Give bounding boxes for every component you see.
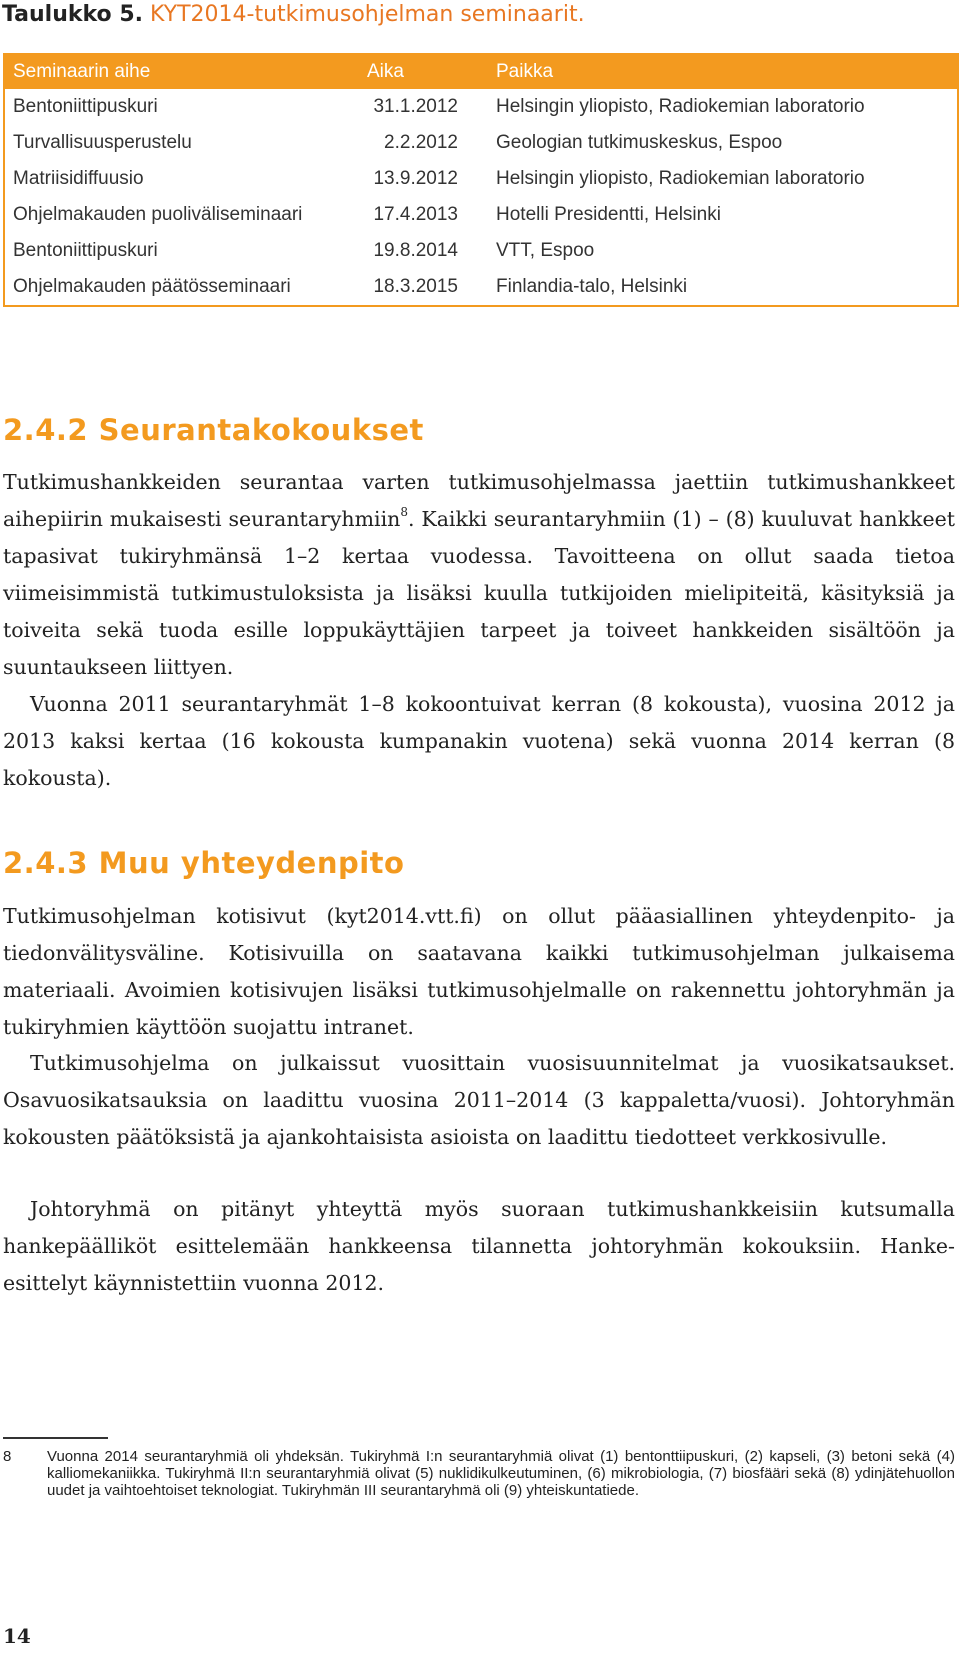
cell-topic: Ohjelmakauden päätösseminaari [13, 276, 291, 297]
footnote-number: 8 [3, 1448, 12, 1465]
paragraph-text: . Kaikki seurantaryhmiin (1) – (8) kuuluvat hankkeet tapasivat tukiryhmänsä 1–2 kertaa vuodessa. Tavoitteena on ollut saada tietoa viimeisimmistä tutkimustuloksista ja lisäksi kuulla tutkijoiden mielipiteitä, käsityksiä ja toiveita sekä tuoda esille loppukäyttäjien tarpeet ja toiveet hankkeiden sisältöön ja suuntaukseen liittyen. [3, 507, 955, 679]
cell-topic: Bentoniittipuskuri [13, 96, 158, 117]
cell-topic: Matriisidiffuusio [13, 168, 144, 189]
column-header-topic: Seminaarin aihe [4, 54, 349, 89]
cell-place: Hotelli Presidentti, Helsinki [496, 204, 721, 225]
table-row [4, 125, 958, 161]
cell-date: 19.8.2014 [373, 240, 458, 261]
caption-title: KYT2014-tutkimusohjelman seminaarit. [150, 2, 585, 27]
footnote [3, 1448, 955, 1499]
table-row [4, 89, 958, 125]
paragraph-muu-yhteydenpito-2 [3, 1045, 955, 1156]
footnote-text: Vuonna 2014 seurantaryhmiä oli yhdeksän. Tukiryhmä I:n seurantaryhmiä olivat (1) bentonttiipuskuri, (2) kapseli, (3) betoni sekä (4) kalliomekaniikka. Tukiryhmä II:n seurantaryhmiä olivat (5) nuklidikulkeutuminen, (6) mikrobiologia, (7) biosfääri sekä (8) ydinjätehuollon uudet ja vaihtoehtoiset teknologiat. Tukiryhmän III seurantaryhmä oli (9) yhteiskuntatiede. [47, 1448, 955, 1499]
caption-label: Taulukko 5. [2, 2, 143, 27]
table-row [4, 269, 958, 306]
table-caption [2, 0, 585, 30]
paragraph-text: Johtoryhmä on pitänyt yhteyttä myös suoraan tutkimushankkeisiin kutsumalla hankepäälliköt esittelemään hankkeensa tilannetta johtoryhmän kokouksiin. Hanke-esittelyt käynnistettiin vuonna 2012. [3, 1197, 955, 1295]
paragraph-text: Tutkimushankkeiden seurantaa varten tutkimusohjelmassa jaettiin tutkimushankkeet aihepiirin mukaisesti seurantaryhmiin [3, 470, 955, 531]
cell-place: Geologian tutkimuskeskus, Espoo [496, 132, 783, 153]
cell-topic: Bentoniittipuskuri [13, 240, 158, 261]
table-row [4, 197, 958, 233]
cell-topic: Turvallisuusperustelu [13, 132, 192, 153]
paragraph-seurantakokoukset-2 [3, 686, 955, 797]
cell-date: 31.1.2012 [373, 96, 458, 117]
paragraph-seurantakokoukset-1 [3, 464, 955, 686]
seminar-table [3, 53, 959, 307]
paragraph-text: Tutkimusohjelma on julkaissut vuosittain vuosisuunnitelmat ja vuosikatsaukset. Osavuosikatsauksia on laadittu vuosina 2011–2014 (3 kappaletta/vuosi). Johtoryhmän kokousten päätöksistä ja ajankohtaisista asioista on laadittu tiedotteet verkkosivulle. [3, 1051, 955, 1149]
table-row [4, 233, 958, 269]
column-header-date: Aika [349, 54, 486, 89]
paragraph-muu-yhteydenpito-3 [3, 1191, 955, 1302]
section-heading-seurantakokoukset: 2.4.2 Seurantakokoukset [3, 413, 424, 447]
footnote-reference: 8 [400, 505, 408, 520]
table-header-row [4, 54, 958, 89]
cell-topic: Ohjelmakauden puoliväliseminaari [13, 204, 303, 225]
cell-place: Helsingin yliopisto, Radiokemian laboratorio [496, 168, 865, 189]
footnote-divider [3, 1437, 108, 1439]
paragraph-text: Vuonna 2011 seurantaryhmät 1–8 kokoontuivat kerran (8 kokousta), vuosina 2012 ja 2013 kaksi kertaa (16 kokousta kumpanakin vuotena) sekä vuonna 2014 kerran (8 kokousta). [3, 692, 955, 790]
cell-date: 17.4.2013 [373, 204, 458, 225]
table-row [4, 161, 958, 197]
cell-place: Finlandia-talo, Helsinki [496, 276, 688, 297]
paragraph-muu-yhteydenpito-1: Tutkimusohjelman kotisivut (kyt2014.vtt.fi) on ollut pääasiallinen yhteydenpito- ja tiedonvälitysväline. Kotisivuilla on saatavana kaikki tutkimusohjelman julkaisema materiaali. Avoimien kotisivujen lisäksi tutkimusohjelmalle on rakennettu johtoryhmän ja tukiryhmien käyttöön suojattu intranet. [3, 904, 955, 1039]
cell-date: 13.9.2012 [373, 168, 458, 189]
section-heading-muu-yhteydenpito: 2.4.3 Muu yhteydenpito [3, 846, 405, 880]
column-header-place: Paikka [486, 54, 958, 89]
cell-date: 2.2.2012 [384, 132, 458, 153]
cell-date: 18.3.2015 [373, 276, 458, 297]
cell-place: Helsingin yliopisto, Radiokemian laboratorio [496, 96, 865, 117]
page-number: 14 [3, 1624, 31, 1648]
cell-place: VTT, Espoo [496, 240, 595, 261]
